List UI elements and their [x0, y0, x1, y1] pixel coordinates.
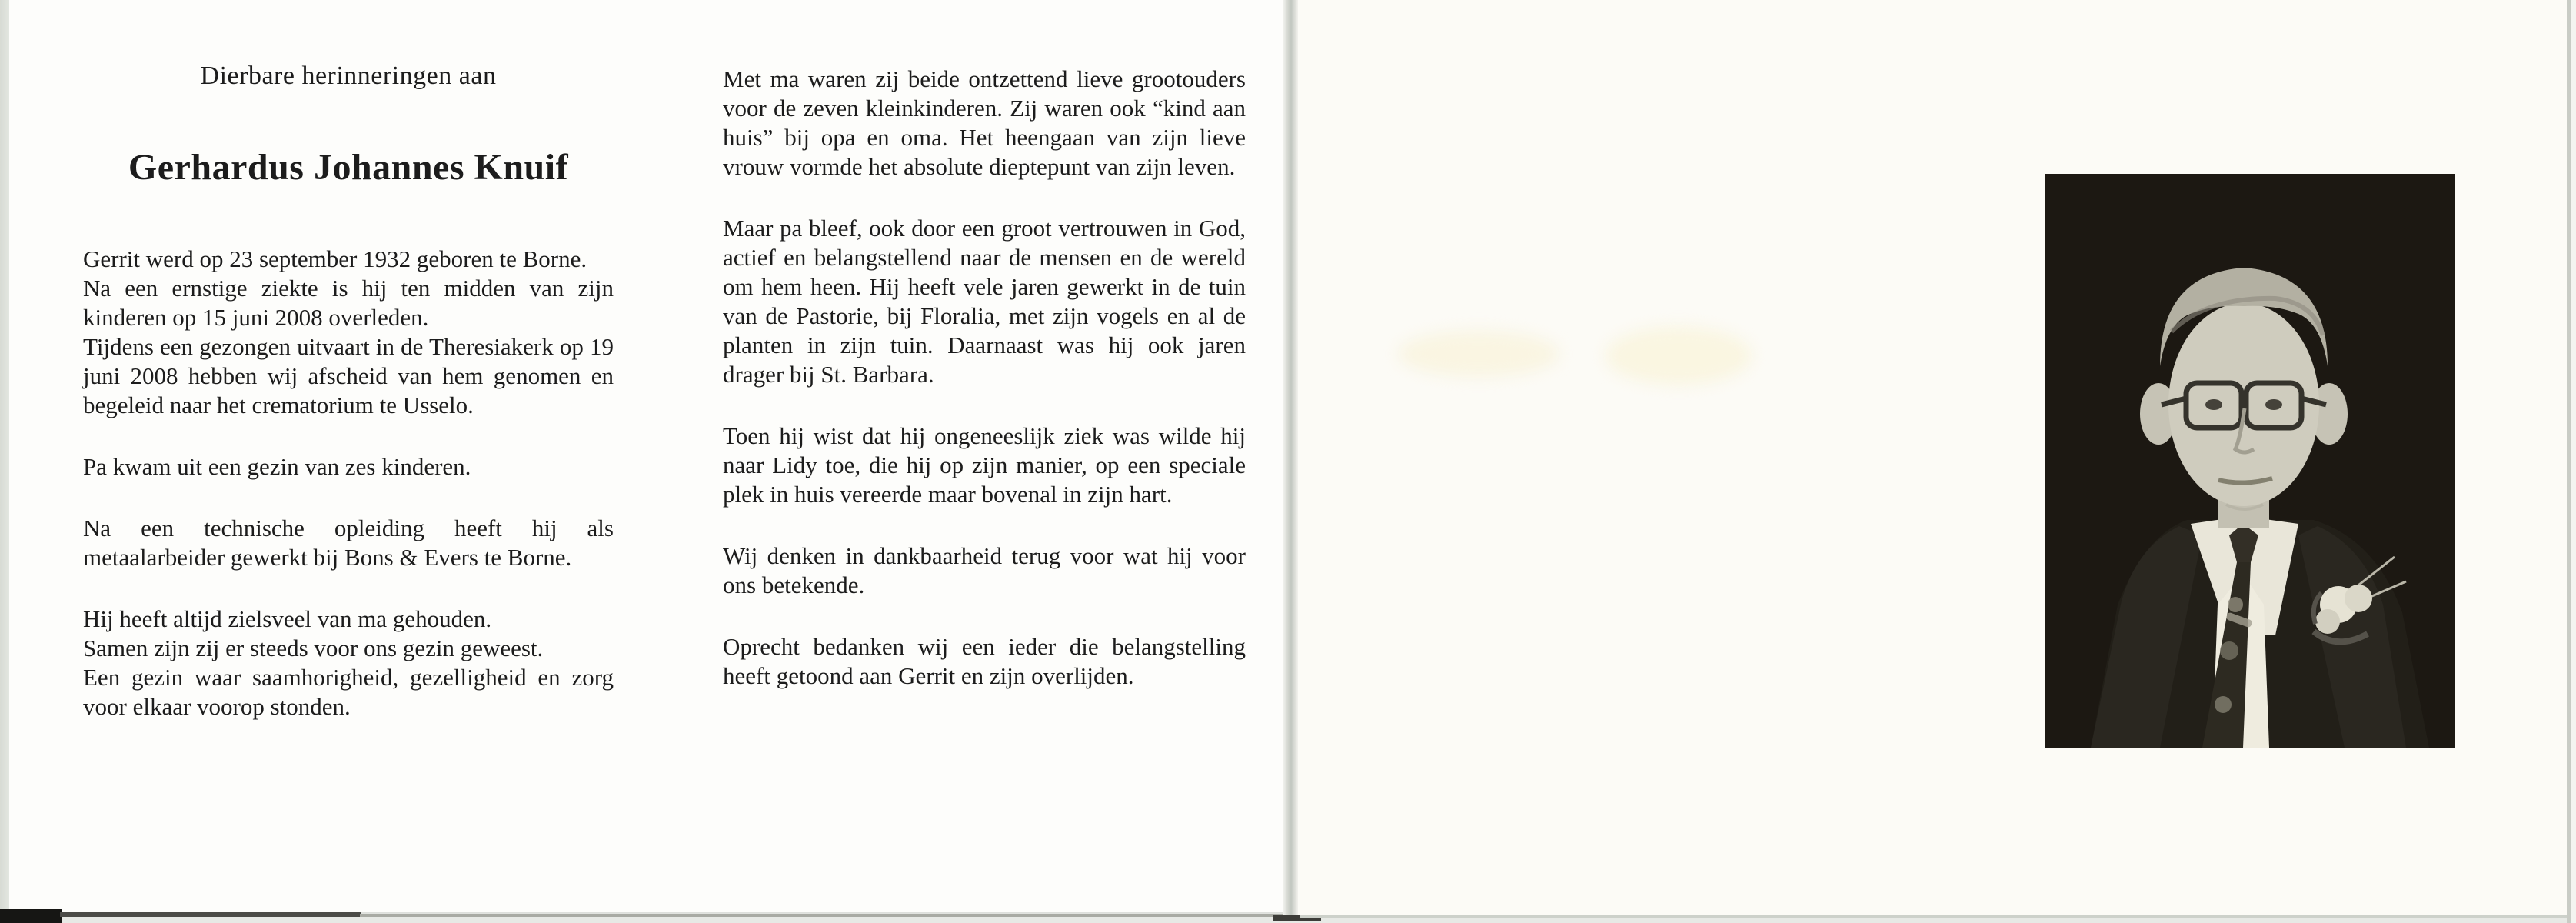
- body-paragraph: Een gezin waar saamhorigheid, gezelligheid en zorg voor elkaar voorop stonden.: [83, 664, 614, 720]
- paragraph-group: [723, 422, 1246, 509]
- memorial-card-right-page: [1298, 0, 2571, 917]
- scan-edge-right-highlight: [2571, 0, 2576, 923]
- paragraph-group: [83, 452, 614, 481]
- scan-edge-left: [0, 0, 9, 923]
- right-card-bottom-edge: [1300, 915, 2567, 918]
- card-fold-shadow: [1283, 0, 1298, 917]
- card-bottom-edge: [360, 914, 1283, 917]
- body-paragraph: Na een ernstige ziekte is hij ten midden van zijn kinderen op 15 juni 2008 overleden.: [83, 275, 614, 331]
- paragraph-group: [83, 245, 614, 420]
- scan-artifact-bottom-left: [0, 909, 62, 923]
- paragraph-group: [83, 514, 614, 572]
- body-paragraph: Hij heeft altijd zielsveel van ma gehouden.: [83, 605, 492, 632]
- portrait-photo: [2045, 174, 2455, 748]
- portrait-photo-drawing: [2045, 174, 2455, 748]
- eye-left: [2205, 399, 2222, 410]
- paragraph-group: [723, 65, 1246, 182]
- body-paragraph: Na een technische opleiding heeft hij als metaalarbeider gewerkt bij Bons & Evers te Borne.: [83, 515, 614, 571]
- body-paragraph: Samen zijn zij er steeds voor ons gezin geweest.: [83, 635, 544, 661]
- paper-smudge: [1606, 327, 1752, 385]
- body-paragraph: Maar pa bleef, ook door een groot vertrouwen in God, actief en belangstellend naar de mensen en de wereld om hem heen. Hij heeft vele jaren gewerkt in de tuin van de Pastorie, bij Floralia, met zijn vogels en al de planten in zijn tuin. Daarnaast was hij ook jaren drager bij St. Barbara.: [723, 215, 1246, 388]
- eye-right: [2265, 399, 2282, 410]
- paragraph-group: [83, 605, 614, 721]
- text-column-2: [723, 65, 1246, 691]
- paragraph-group: [723, 541, 1246, 600]
- text-column-1: [83, 245, 614, 721]
- deceased-name: Gerhardus Johannes Knuif: [128, 147, 569, 188]
- paper-smudge: [1398, 331, 1559, 377]
- body-paragraph: Gerrit werd op 23 september 1932 geboren te Borne.: [83, 245, 587, 272]
- body-paragraph: Tijdens een gezongen uitvaart in de Theresiakerk op 19 juni 2008 hebben wij afscheid van hem genomen en begeleid naar het crematorium te Usselo.: [83, 333, 614, 418]
- card-bottom-edge-dark: [60, 912, 361, 917]
- dedication-line: Dierbare herinneringen aan: [200, 62, 497, 90]
- paragraph-group: [723, 214, 1246, 389]
- body-paragraph: Oprecht bedanken wij een ieder die belangstelling heeft getoond aan Gerrit en zijn overlijden.: [723, 633, 1246, 689]
- body-paragraph: Met ma waren zij beide ontzettend lieve grootouders voor de zeven kleinkinderen. Zij waren ook “kind aan huis” bij opa en oma. Het heengaan van zijn lieve vrouw vormde het absolute dieptepunt van zijn leven.: [723, 65, 1246, 180]
- body-paragraph: Wij denken in dankbaarheid terug voor wat hij voor ons betekende.: [723, 542, 1246, 598]
- body-paragraph: Toen hij wist dat hij ongeneeslijk ziek was wilde hij naar Lidy toe, die hij op zijn manier, op een speciale plek in huis vereerde maar bovenal in zijn hart.: [723, 422, 1246, 508]
- memorial-card-left-page: [9, 0, 1292, 912]
- body-paragraph: Pa kwam uit een gezin van zes kinderen.: [83, 453, 471, 480]
- paragraph-group: [723, 632, 1246, 691]
